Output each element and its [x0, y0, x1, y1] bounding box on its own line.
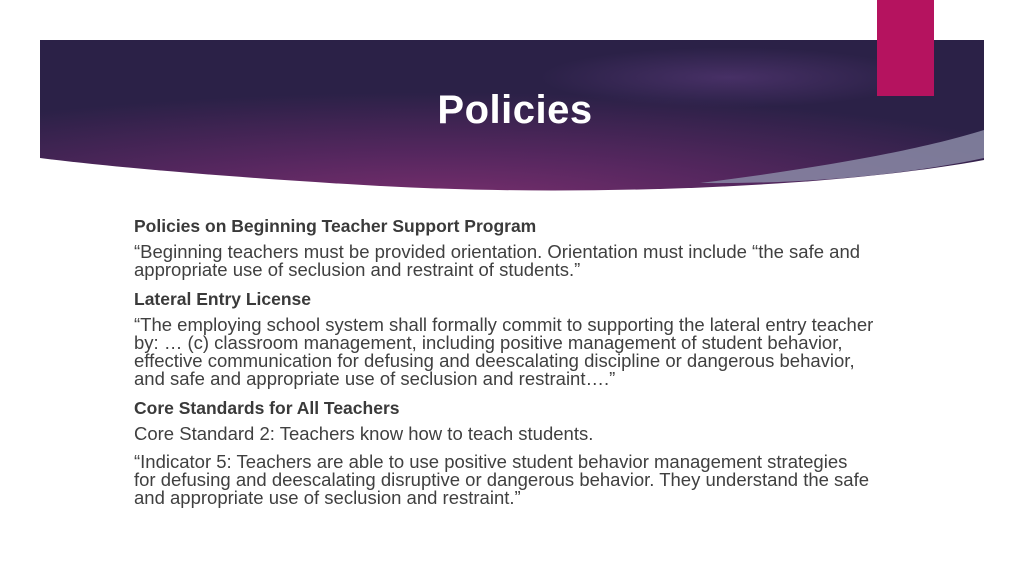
slide-content	[134, 216, 874, 517]
quote-lateral-entry: “The employing school system shall formally commit to supporting the lateral entry teacher by: … (c) classroom management, including positive management of student behavior, effective communication for defusing and deescalating discipline or dangerous behavior, and safe and appropriate use of seclusion and restraint….”	[134, 314, 874, 389]
section-heading-beginning-teacher: Policies on Beginning Teacher Support Program	[134, 216, 537, 236]
quote-orientation: “Beginning teachers must be provided orientation. Orientation must include “the safe and appropriate use of seclusion and restraint of students.”	[134, 241, 861, 280]
section-heading-core-standards: Core Standards for All Teachers	[134, 398, 400, 418]
section-heading-lateral-entry: Lateral Entry License	[134, 289, 312, 309]
slide-title: Policies	[437, 88, 593, 132]
core-standard-2: Core Standard 2: Teachers know how to teach students.	[134, 423, 594, 444]
accent-tab	[877, 0, 934, 96]
quote-indicator-5: “Indicator 5: Teachers are able to use positive student behavior management strategies for defusing and deescalating disruptive or dangerous behavior. They understand the safe and appropriate use of seclusion and restraint.”	[134, 451, 870, 508]
